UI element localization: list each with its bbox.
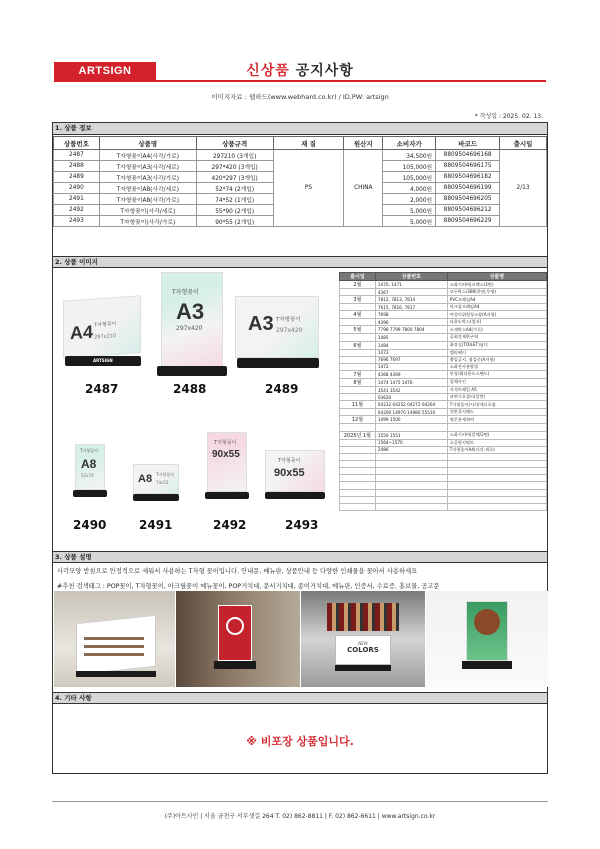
- size-text: A3: [248, 313, 274, 335]
- section-header-images: 2. 상품 이미지: [53, 256, 547, 268]
- history-cell-name: 다용도박스(열쇠): [447, 319, 546, 326]
- history-row: [340, 401, 547, 409]
- product-number-2487: 2487: [85, 382, 119, 396]
- cell-spec: 420*297 (3개입): [196, 172, 273, 183]
- history-row: [340, 326, 547, 334]
- history-cell-release: [340, 363, 376, 370]
- cell-number: 2489: [54, 172, 100, 183]
- product-image-2493: [265, 450, 325, 492]
- photo-sub-text: NEW: [358, 641, 368, 646]
- history-row: [340, 431, 547, 439]
- col-header-spec: 상품규격: [196, 137, 273, 150]
- cell-name: T자형꽂이A3(사각/가로): [99, 172, 196, 183]
- history-row: [340, 281, 547, 289]
- history-cell-name: 명문용세척여: [447, 416, 546, 424]
- history-row: [340, 378, 547, 386]
- history-cell-release: 4월: [340, 311, 376, 319]
- history-row: [340, 349, 547, 356]
- history-cell-number: 04232 04252 04272 04264: [375, 401, 447, 409]
- label-text: T자형꽂이: [94, 320, 117, 329]
- dims-text: 297x420: [276, 327, 303, 334]
- product-image-2492: [207, 432, 247, 492]
- usage-photo-2: [176, 591, 300, 687]
- history-row: [340, 356, 547, 363]
- page-title: 신상품 공지사항: [246, 63, 354, 79]
- usage-photo-1: [54, 591, 175, 687]
- cell-name: T자형꽂이(사각/세로): [99, 205, 196, 216]
- cell-number: 2487: [54, 150, 100, 161]
- history-cell-release: [340, 475, 376, 482]
- history-row: [340, 489, 547, 496]
- history-row: [340, 475, 547, 482]
- history-cell-number: [375, 475, 447, 482]
- history-row: [340, 503, 547, 510]
- cell-spec: 55*90 (2개입): [196, 205, 273, 216]
- section-header-description: 3. 상품 설명: [53, 551, 547, 563]
- history-cell-name: 모든박스/380(한면,투명): [447, 289, 546, 296]
- history-cell-number: 1485: [375, 334, 447, 341]
- cell-barcode: 8809504696212: [436, 205, 500, 216]
- product-image-2488: [161, 272, 223, 368]
- history-cell-release: [340, 453, 376, 460]
- history-cell-name: [447, 489, 546, 496]
- cell-name: T자형꽂이A3(사각/세로): [99, 161, 196, 172]
- product-info-table: [53, 136, 547, 227]
- section-header-etc: 4. 기타 사항: [53, 692, 547, 704]
- history-cell-number: [375, 453, 447, 460]
- cell-barcode: 8809504696175: [436, 161, 500, 172]
- size-text: A4: [70, 321, 94, 344]
- history-cell-name: 소화기커버(포맥스/2면): [447, 281, 546, 289]
- history-cell-name: 출입금지, 점검중(A자형): [447, 356, 546, 363]
- dims-text: 297x420: [176, 325, 203, 332]
- history-cell-release: [340, 386, 376, 393]
- history-cell-release: [340, 356, 376, 363]
- history-cell-release: [340, 289, 376, 296]
- history-cell-release: [340, 319, 376, 326]
- cell-price: 105,000원: [383, 172, 436, 183]
- history-cell-number: [375, 482, 447, 489]
- history-row: [340, 319, 547, 326]
- history-cell-release: [340, 446, 376, 453]
- stand-base: ARTSIGN: [65, 356, 141, 366]
- description-text: 사각모양 받침으로 안정적으로 세워서 사용하는 T자형 꽂이입니다. 안내문, 메뉴판, 상품안내 등 다양한 인쇄물을 꽂아서 사용하세요: [57, 568, 418, 575]
- cell-material: PS: [273, 150, 344, 227]
- history-row: [340, 304, 547, 311]
- history-row: [340, 296, 547, 304]
- history-cell-name: 소재박스A4(가독): [447, 326, 546, 334]
- cell-name: T자형꽂이A8(사각/세로): [99, 183, 196, 194]
- history-row: [340, 453, 547, 460]
- history-cell-release: [340, 424, 376, 431]
- history-cell-number: [375, 496, 447, 503]
- search-tags: #추천 검색태그 : POP꽂이, T자형꽂이, 아크릴꽂이 메뉴꽂이, POP거치대, 문서거치대, 종이거치대, 메뉴판, 인증서, 수료증, 홍보물, 공고문: [57, 583, 440, 590]
- stand-base: [157, 366, 227, 376]
- label-text: T자형꽂이: [172, 289, 199, 296]
- history-row: [340, 482, 547, 489]
- product-image-2489: [235, 296, 319, 358]
- history-cell-name: 엘리베이: [447, 349, 546, 356]
- size-text: 90x55: [274, 467, 305, 479]
- product-number-2491: 2491: [139, 518, 173, 532]
- history-cell-number: 4367: [375, 289, 447, 296]
- history-cell-number: 7698: [375, 311, 447, 319]
- label-text: T자형꽂이: [156, 472, 174, 477]
- history-row: [340, 446, 547, 453]
- cell-price: 2,000원: [383, 194, 436, 205]
- history-cell-name: 소화전사용방법: [447, 363, 546, 370]
- cell-number: 2491: [54, 194, 100, 205]
- cell-spec: 90*55 (2개입): [196, 216, 273, 227]
- history-cell-release: 8월: [340, 378, 376, 386]
- footer-divider: [52, 801, 548, 802]
- history-cell-release: [340, 496, 376, 503]
- cell-name: T자형꽂이A4(사각/가로): [99, 150, 196, 161]
- product-number-2492: 2492: [213, 518, 247, 532]
- history-cell-release: 11월: [340, 401, 376, 409]
- cell-number: 2493: [54, 216, 100, 227]
- unpackaged-notice: ※ 비포장 상품입니다.: [246, 735, 354, 748]
- product-image-2491: [133, 464, 179, 494]
- size-text: A8: [138, 473, 153, 485]
- history-cell-number: 4368 4369: [375, 370, 447, 378]
- history-cell-name: 공회전제한구역: [447, 334, 546, 341]
- image-source-note: 이미지자료 : 웹하드(www.webhard.co.kr) / ID,PW: artsign: [211, 93, 389, 101]
- title-divider: [54, 80, 546, 82]
- dims-text: 52x74: [81, 473, 94, 478]
- table-row: [54, 150, 547, 161]
- product-number-2490: 2490: [73, 518, 107, 532]
- product-image-area: [53, 270, 547, 551]
- history-row: [340, 439, 547, 446]
- cell-name: T자형꽂이(사각/가로): [99, 216, 196, 227]
- col-header-name: 상품명: [99, 137, 196, 150]
- cell-price: 4,000원: [383, 183, 436, 194]
- history-cell-number: 1550 1551: [375, 431, 447, 439]
- cell-barcode: 8809504696199: [436, 183, 500, 194]
- history-cell-release: 6월: [340, 341, 376, 349]
- history-cell-number: 7696 7697: [375, 356, 447, 363]
- history-cell-number: 7615, 7816, 7817: [375, 304, 447, 311]
- label-text: T자형꽂이: [278, 458, 301, 464]
- history-cell-release: [340, 349, 376, 356]
- artsign-logo: ARTSIGN: [54, 62, 156, 80]
- section-header-info: 1. 상품 정보: [53, 123, 547, 135]
- history-cell-name: 화장실(TOILET)남녀: [447, 341, 546, 349]
- release-history-table: [339, 272, 547, 511]
- history-cell-name: 여성이위원청소함(A자형): [447, 311, 546, 319]
- history-row: [340, 289, 547, 296]
- history-cell-number: 1499 1500: [375, 416, 447, 424]
- history-cell-number: 2486: [375, 446, 447, 453]
- cell-number: 2488: [54, 161, 100, 172]
- history-cell-release: 7월: [340, 370, 376, 378]
- product-number-2493: 2493: [285, 518, 319, 532]
- product-number-2489: 2489: [265, 382, 299, 396]
- history-cell-release: [340, 304, 376, 311]
- history-cell-name: 안경대(다용도스탠드): [447, 370, 546, 378]
- history-cell-number: 1472: [375, 363, 447, 370]
- cell-number: 2490: [54, 183, 100, 194]
- cell-price: 5,000원: [383, 216, 436, 227]
- history-cell-name: 소공원지명토: [447, 439, 546, 446]
- cell-spec: 74*52 (1개입): [196, 194, 273, 205]
- product-image-2490: [75, 444, 105, 490]
- cell-number: 2492: [54, 205, 100, 216]
- history-cell-number: 3541 3542: [375, 386, 447, 393]
- history-cell-release: 2월: [340, 281, 376, 289]
- label-text: T자형꽂이: [276, 317, 301, 323]
- product-number-2488: 2488: [173, 382, 207, 396]
- stand-base: [265, 492, 325, 499]
- history-cell-name: 자석트레일 A5: [447, 386, 546, 393]
- history-row: [340, 394, 547, 401]
- dims-text: 74x52: [156, 480, 169, 485]
- col-header-price: 소비자가: [383, 137, 436, 150]
- history-row: [340, 363, 547, 370]
- history-row: [340, 416, 547, 424]
- history-row: [340, 468, 547, 475]
- col-header-material: 재 질: [273, 137, 344, 150]
- size-text: 90x55: [212, 449, 240, 460]
- history-cell-number: 7812, 7813, 7814: [375, 296, 447, 304]
- cell-spec: 297210 (3개입): [196, 150, 273, 161]
- cell-price: 34,500원: [383, 150, 436, 161]
- cell-release: 2/13: [500, 150, 547, 227]
- history-cell-name: 아크릴프레임A4: [447, 304, 546, 311]
- product-image-2487: [63, 295, 141, 358]
- usage-photo-3: [301, 591, 425, 687]
- history-cell-number: 1470, 1471: [375, 281, 447, 289]
- cell-barcode: 8809504696168: [436, 150, 500, 161]
- label-text: T자형꽂이: [80, 448, 98, 453]
- history-cell-name: [447, 424, 546, 431]
- company-footer: (주)아트사인 | 서울 금천구 서부샛길 264 T. 02) 862-8811 | F. 02) 862-6611 | www.artsign.co.kr: [164, 813, 436, 820]
- size-text: A8: [81, 457, 97, 471]
- history-cell-release: 5월: [340, 326, 376, 334]
- history-cell-name: 친환경지패드: [447, 409, 546, 416]
- history-cell-release: 12월: [340, 416, 376, 424]
- history-cell-number: 1484: [375, 341, 447, 349]
- col-header-barcode: 바코드: [436, 137, 500, 150]
- history-cell-release: 2025년 1월: [340, 431, 376, 439]
- history-row: [340, 386, 547, 393]
- stand-base: [205, 492, 249, 499]
- cell-spec: 297*420 (3개입): [196, 161, 273, 172]
- cell-name: T자형꽂이A8(사각/가로): [99, 194, 196, 205]
- history-cell-name: T자형꽂이A4(사각,세로): [447, 446, 546, 453]
- label-text: T자형꽂이: [214, 440, 237, 446]
- dims-text: 297x210: [94, 333, 117, 341]
- history-cell-number: 03620: [375, 394, 447, 401]
- stand-base: [73, 490, 107, 497]
- history-header-row: [340, 273, 547, 281]
- photo-colors-text: COLORS: [347, 646, 379, 654]
- history-row: [340, 341, 547, 349]
- col-header-origin: 원산지: [344, 137, 383, 150]
- history-cell-number: 4396: [375, 319, 447, 326]
- history-cell-name: [447, 460, 546, 467]
- history-cell-release: [340, 489, 376, 496]
- history-cell-name: 파변기호접이(알반): [447, 394, 546, 401]
- cell-price: 5,000원: [383, 205, 436, 216]
- history-cell-release: [340, 334, 376, 341]
- info-header-row: [54, 137, 547, 150]
- usage-photo-4: [426, 591, 548, 687]
- written-date: * 작성일 : 2025. 02. 13.: [474, 113, 543, 120]
- history-cell-release: [340, 468, 376, 475]
- history-col-number: 상품번호: [375, 273, 447, 281]
- history-cell-name: 입체사인: [447, 378, 546, 386]
- size-text: A3: [176, 299, 205, 324]
- history-row: [340, 424, 547, 431]
- history-cell-number: 7798 7799 7800 7804: [375, 326, 447, 334]
- history-col-name: 상품명: [447, 273, 546, 281]
- history-row: [340, 496, 547, 503]
- cell-barcode: 8809504696182: [436, 172, 500, 183]
- history-cell-number: 04200 14970 14980 55510: [375, 409, 447, 416]
- col-header-release: 출시일: [500, 137, 547, 150]
- cell-price: 105,000원: [383, 161, 436, 172]
- history-cell-release: [340, 439, 376, 446]
- stand-base: [133, 494, 179, 501]
- history-row: [340, 460, 547, 467]
- history-cell-release: 3월: [340, 296, 376, 304]
- history-row: [340, 409, 547, 416]
- history-cell-number: [375, 503, 447, 510]
- history-cell-release: [340, 503, 376, 510]
- history-cell-name: T자형꽂이(사각/세로포함: [447, 401, 546, 409]
- history-cell-name: [447, 482, 546, 489]
- history-cell-number: [375, 460, 447, 467]
- history-cell-name: [447, 453, 546, 460]
- history-cell-number: [375, 489, 447, 496]
- history-col-release: 출시일: [340, 273, 376, 281]
- cell-origin: CHINA: [344, 150, 383, 227]
- col-header-number: 상품번호: [54, 137, 100, 150]
- history-cell-release: [340, 482, 376, 489]
- history-cell-number: 1564~1570: [375, 439, 447, 446]
- cell-barcode: 8809504696229: [436, 216, 500, 227]
- history-cell-name: 소화기커버(알체/2면): [447, 431, 546, 439]
- history-cell-number: 1473: [375, 349, 447, 356]
- history-cell-number: [375, 424, 447, 431]
- history-cell-name: [447, 475, 546, 482]
- cell-spec: 52*74 (2개입): [196, 183, 273, 194]
- history-row: [340, 311, 547, 319]
- history-cell-name: [447, 503, 546, 510]
- history-cell-release: [340, 394, 376, 401]
- history-cell-number: [375, 468, 447, 475]
- notice-frame: [52, 122, 548, 774]
- history-cell-name: PVC프레임A4: [447, 296, 546, 304]
- history-row: [340, 370, 547, 378]
- history-cell-name: [447, 468, 546, 475]
- history-cell-release: [340, 460, 376, 467]
- history-cell-release: [340, 409, 376, 416]
- history-cell-name: [447, 496, 546, 503]
- stand-base: [237, 358, 319, 368]
- history-row: [340, 334, 547, 341]
- cell-barcode: 8809504696205: [436, 194, 500, 205]
- history-cell-number: 1474 1475 1476: [375, 378, 447, 386]
